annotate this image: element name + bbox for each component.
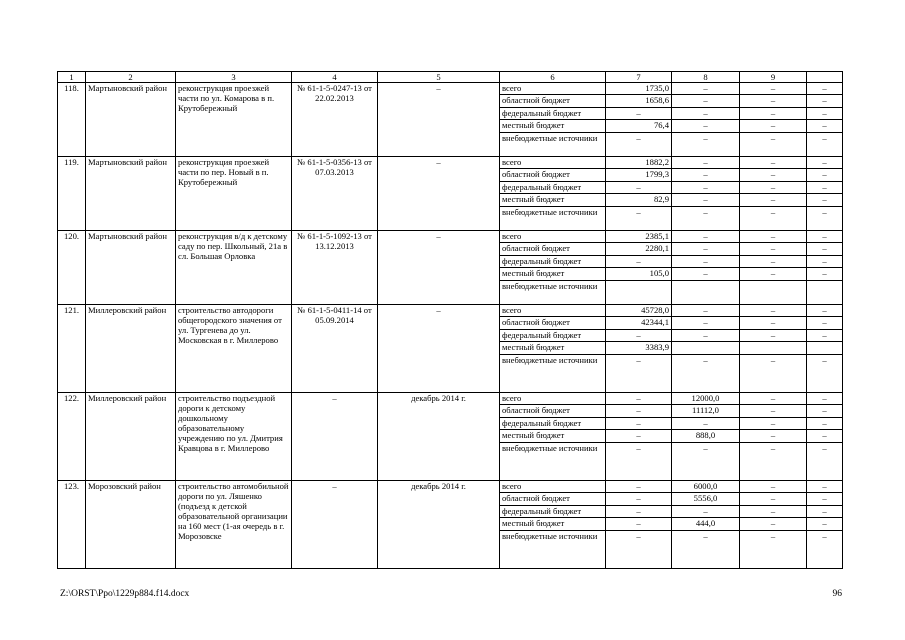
col8-value-cell: –: [672, 305, 740, 317]
col7-value-cell: –: [606, 393, 672, 405]
entry-number: 121.: [58, 305, 86, 393]
budget-table: [57, 71, 843, 569]
col9-value-cell: –: [740, 243, 807, 256]
col7-value-cell: 42344,1: [606, 317, 672, 330]
funding-source-cell: областной бюджет: [500, 405, 606, 418]
entry-number: 118.: [58, 83, 86, 157]
col9-value-cell: –: [740, 194, 807, 207]
col10-value-cell: –: [807, 120, 843, 133]
col8-value-cell: –: [672, 95, 740, 108]
col9-value-cell: –: [740, 207, 807, 231]
col8-value-cell: –: [672, 355, 740, 393]
object-cell: строительство автомобильной дороги по ул. Ляшенко (подъезд к детской образовательной организации на 160 мест (1-ая очередь в г. Морозовске: [176, 481, 292, 569]
funding-source-cell: всего: [500, 393, 606, 405]
term-cell: декабрь 2014 г.: [378, 481, 500, 569]
col8-value-cell: –: [672, 531, 740, 569]
col10-value-cell: –: [807, 355, 843, 393]
col7-value-cell: 1882,2: [606, 157, 672, 169]
col10-value-cell: –: [807, 108, 843, 120]
col10-value-cell: –: [807, 317, 843, 330]
col9-value-cell: [740, 281, 807, 305]
funding-source-cell: местный бюджет: [500, 342, 606, 355]
table-row: [58, 157, 843, 169]
entry-number: 123.: [58, 481, 86, 569]
col7-value-cell: –: [606, 405, 672, 418]
col7-value-cell: –: [606, 133, 672, 157]
col10-value-cell: –: [807, 393, 843, 405]
document-cell: –: [292, 481, 378, 569]
col9-value-cell: –: [740, 418, 807, 430]
funding-source-cell: областной бюджет: [500, 493, 606, 506]
col9-value-cell: –: [740, 182, 807, 194]
funding-source-cell: областной бюджет: [500, 169, 606, 182]
table-row: [58, 305, 843, 317]
col8-value-cell: –: [672, 194, 740, 207]
funding-source-cell: областной бюджет: [500, 95, 606, 108]
document-cell: № 61-1-5-0411-14 от 05.09.2014: [292, 305, 378, 393]
funding-source-cell: всего: [500, 305, 606, 317]
col10-value-cell: –: [807, 243, 843, 256]
col7-value-cell: –: [606, 506, 672, 518]
district-cell: Морозовский район: [86, 481, 176, 569]
funding-source-cell: внебюджетные источники: [500, 443, 606, 481]
object-cell: строительство автодороги общегородского значения от ул. Тургенева до ул. Московская в г. Миллерово: [176, 305, 292, 393]
entry-number: 122.: [58, 393, 86, 481]
col9-value-cell: –: [740, 443, 807, 481]
col10-value-cell: –: [807, 531, 843, 569]
header-cell: 1: [58, 72, 86, 83]
col8-value-cell: –: [672, 83, 740, 95]
col10-value-cell: –: [807, 194, 843, 207]
col7-value-cell: 82,9: [606, 194, 672, 207]
funding-source-cell: местный бюджет: [500, 194, 606, 207]
funding-source-cell: местный бюджет: [500, 120, 606, 133]
header-cell: 3: [176, 72, 292, 83]
col8-value-cell: –: [672, 169, 740, 182]
col8-value-cell: –: [672, 443, 740, 481]
col10-value-cell: –: [807, 182, 843, 194]
object-cell: реконструкция проезжей части по пер. Новый в п. Крутобережный: [176, 157, 292, 231]
col9-value-cell: –: [740, 95, 807, 108]
col10-value-cell: –: [807, 169, 843, 182]
col8-value-cell: –: [672, 256, 740, 268]
col8-value-cell: –: [672, 207, 740, 231]
col10-value-cell: –: [807, 493, 843, 506]
col9-value-cell: –: [740, 493, 807, 506]
table-row: [58, 83, 843, 95]
col9-value-cell: –: [740, 305, 807, 317]
col10-value-cell: –: [807, 256, 843, 268]
col10-value-cell: –: [807, 83, 843, 95]
col10-value-cell: –: [807, 268, 843, 281]
col7-value-cell: –: [606, 443, 672, 481]
col9-value-cell: –: [740, 531, 807, 569]
col9-value-cell: –: [740, 231, 807, 243]
col9-value-cell: –: [740, 317, 807, 330]
col10-value-cell: –: [807, 231, 843, 243]
funding-source-cell: внебюджетные источники: [500, 133, 606, 157]
col7-value-cell: [606, 281, 672, 305]
col7-value-cell: 1799,3: [606, 169, 672, 182]
district-cell: Миллеровский район: [86, 393, 176, 481]
funding-source-cell: местный бюджет: [500, 430, 606, 443]
col8-value-cell: –: [672, 330, 740, 342]
col7-value-cell: 3383,9: [606, 342, 672, 355]
document-cell: –: [292, 393, 378, 481]
document-cell: № 61-1-5-1092-13 от 13.12.2013: [292, 231, 378, 305]
col7-value-cell: –: [606, 481, 672, 493]
col8-value-cell: 11112,0: [672, 405, 740, 418]
col9-value-cell: –: [740, 256, 807, 268]
entry-number: 119.: [58, 157, 86, 231]
col7-value-cell: 1735,0: [606, 83, 672, 95]
header-cell: 9: [740, 72, 807, 83]
funding-source-cell: федеральный бюджет: [500, 256, 606, 268]
footer-page-number: 96: [832, 589, 842, 599]
col10-value-cell: [807, 342, 843, 355]
col7-value-cell: 1658,6: [606, 95, 672, 108]
col9-value-cell: –: [740, 481, 807, 493]
col9-value-cell: –: [740, 393, 807, 405]
funding-source-cell: всего: [500, 83, 606, 95]
col10-value-cell: –: [807, 430, 843, 443]
col7-value-cell: –: [606, 182, 672, 194]
col8-value-cell: 5556,0: [672, 493, 740, 506]
col8-value-cell: 888,0: [672, 430, 740, 443]
col7-value-cell: –: [606, 518, 672, 531]
funding-source-cell: всего: [500, 481, 606, 493]
funding-source-cell: местный бюджет: [500, 518, 606, 531]
term-cell: декабрь 2014 г.: [378, 393, 500, 481]
document-cell: № 61-1-5-0356-13 от 07.03.2013: [292, 157, 378, 231]
district-cell: Мартыновский район: [86, 231, 176, 305]
col8-value-cell: –: [672, 231, 740, 243]
header-cell: 5: [378, 72, 500, 83]
funding-source-cell: всего: [500, 231, 606, 243]
col8-value-cell: –: [672, 418, 740, 430]
funding-source-cell: всего: [500, 157, 606, 169]
col9-value-cell: –: [740, 120, 807, 133]
header-cell: 2: [86, 72, 176, 83]
district-cell: Мартыновский район: [86, 157, 176, 231]
col8-value-cell: [672, 342, 740, 355]
col9-value-cell: –: [740, 405, 807, 418]
col7-value-cell: 105,0: [606, 268, 672, 281]
header-cell: 6: [500, 72, 606, 83]
col8-value-cell: –: [672, 506, 740, 518]
col8-value-cell: –: [672, 157, 740, 169]
col7-value-cell: –: [606, 207, 672, 231]
col7-value-cell: 2280,1: [606, 243, 672, 256]
funding-source-cell: федеральный бюджет: [500, 506, 606, 518]
col9-value-cell: –: [740, 268, 807, 281]
col8-value-cell: 444,0: [672, 518, 740, 531]
col7-value-cell: 45728,0: [606, 305, 672, 317]
funding-source-cell: внебюджетные источники: [500, 531, 606, 569]
footer-file-path: Z:\ORST\Ppo\1229p884.f14.docx: [60, 589, 190, 599]
col8-value-cell: –: [672, 133, 740, 157]
col9-value-cell: –: [740, 330, 807, 342]
col8-value-cell: [672, 281, 740, 305]
funding-source-cell: внебюджетные источники: [500, 355, 606, 393]
col7-value-cell: –: [606, 330, 672, 342]
col8-value-cell: 12000,0: [672, 393, 740, 405]
header-cell: 4: [292, 72, 378, 83]
col10-value-cell: –: [807, 133, 843, 157]
object-cell: реконструкция проезжей части по ул. Комарова в п. Крутобережный: [176, 83, 292, 157]
header-cell: 7: [606, 72, 672, 83]
header-cell: [807, 72, 843, 83]
col8-value-cell: –: [672, 108, 740, 120]
table-row: [58, 231, 843, 243]
col7-value-cell: –: [606, 493, 672, 506]
col8-value-cell: –: [672, 317, 740, 330]
funding-source-cell: федеральный бюджет: [500, 108, 606, 120]
funding-source-cell: федеральный бюджет: [500, 330, 606, 342]
funding-source-cell: внебюджетные источники: [500, 281, 606, 305]
table-row: [58, 481, 843, 493]
col9-value-cell: [740, 342, 807, 355]
term-cell: –: [378, 231, 500, 305]
header-cell: 8: [672, 72, 740, 83]
col10-value-cell: –: [807, 330, 843, 342]
col8-value-cell: 6000,0: [672, 481, 740, 493]
col7-value-cell: –: [606, 531, 672, 569]
object-cell: реконструкция в/д к детскому саду по пер. Школьный, 21а в сл. Большая Орловка: [176, 231, 292, 305]
col7-value-cell: 76,4: [606, 120, 672, 133]
col7-value-cell: –: [606, 355, 672, 393]
col9-value-cell: –: [740, 133, 807, 157]
funding-source-cell: федеральный бюджет: [500, 418, 606, 430]
col9-value-cell: –: [740, 355, 807, 393]
funding-source-cell: местный бюджет: [500, 268, 606, 281]
district-cell: Миллеровский район: [86, 305, 176, 393]
col10-value-cell: –: [807, 157, 843, 169]
document-cell: № 61-1-5-0247-13 от 22.02.2013: [292, 83, 378, 157]
header-row: [58, 72, 843, 83]
col10-value-cell: –: [807, 481, 843, 493]
col8-value-cell: –: [672, 243, 740, 256]
col9-value-cell: –: [740, 83, 807, 95]
col8-value-cell: –: [672, 182, 740, 194]
col9-value-cell: –: [740, 169, 807, 182]
col7-value-cell: –: [606, 256, 672, 268]
object-cell: строительство подъездной дороги к детскому дошкольному образовательному учреждению по ул. Дмитрия Кравцова в г. Миллерово: [176, 393, 292, 481]
col7-value-cell: –: [606, 108, 672, 120]
col10-value-cell: –: [807, 95, 843, 108]
entry-number: 120.: [58, 231, 86, 305]
col8-value-cell: –: [672, 120, 740, 133]
col10-value-cell: [807, 281, 843, 305]
table-row: [58, 393, 843, 405]
col9-value-cell: –: [740, 506, 807, 518]
col9-value-cell: –: [740, 430, 807, 443]
col7-value-cell: –: [606, 430, 672, 443]
col10-value-cell: –: [807, 405, 843, 418]
term-cell: –: [378, 305, 500, 393]
funding-source-cell: федеральный бюджет: [500, 182, 606, 194]
district-cell: Мартыновский район: [86, 83, 176, 157]
col7-value-cell: –: [606, 418, 672, 430]
col10-value-cell: –: [807, 506, 843, 518]
col8-value-cell: –: [672, 268, 740, 281]
funding-source-cell: внебюджетные источники: [500, 207, 606, 231]
col10-value-cell: –: [807, 443, 843, 481]
funding-source-cell: областной бюджет: [500, 243, 606, 256]
col9-value-cell: –: [740, 157, 807, 169]
col7-value-cell: 2385,1: [606, 231, 672, 243]
term-cell: –: [378, 157, 500, 231]
col10-value-cell: –: [807, 305, 843, 317]
col10-value-cell: –: [807, 207, 843, 231]
col10-value-cell: –: [807, 518, 843, 531]
col9-value-cell: –: [740, 518, 807, 531]
col9-value-cell: –: [740, 108, 807, 120]
term-cell: –: [378, 83, 500, 157]
col10-value-cell: –: [807, 418, 843, 430]
funding-source-cell: областной бюджет: [500, 317, 606, 330]
